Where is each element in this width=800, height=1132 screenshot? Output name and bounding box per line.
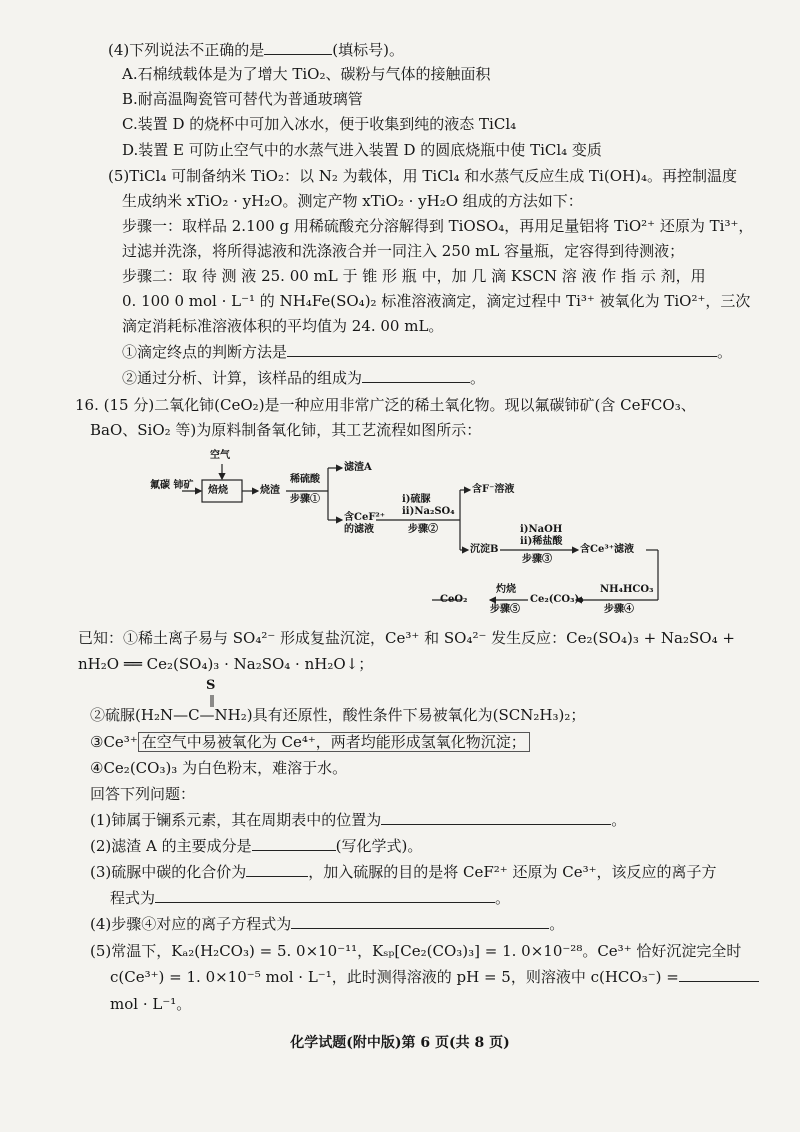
thiourea-structure: H₂N—C—NH₂ [140, 706, 247, 724]
q4-option-a: A.石棉绒载体是为了增大 TiO₂、碳粉与气体的接触面积 [122, 65, 491, 83]
answer-3-equation: 程式为 。 [110, 889, 511, 907]
known-2: ②硫脲(H₂N—C—NH₂)具有还原性，酸性条件下易被氧化为(SCN₂H₃)₂； [90, 706, 586, 724]
q5-step2a: 步骤二：取 待 测 液 25. 00 mL 于 锥 形 瓶 中，加 几 滴 KSCN 溶 液 作 指 示 剂，用 [122, 267, 706, 285]
known-1a: 已知：①稀土离子易与 SO₄²⁻ 形成复盐沉淀，Ce³⁺ 和 SO₄²⁻ 发生反应：Ce₂(SO₄)₃ + Na₂SO₄ + [78, 629, 735, 647]
flow-reagents2: i)硫脲 ii)Na₂SO₄ [402, 494, 455, 517]
q4-answer-blank[interactable] [264, 40, 332, 55]
answer-3-valence-blank[interactable] [246, 862, 308, 877]
known-3: ③Ce³⁺ 在空气中易被氧化为 Ce⁴⁺，两者均能形成氢氧化物沉淀； [90, 732, 530, 752]
flow-step2: 步骤② [408, 524, 438, 535]
answer-3-equation-blank[interactable] [155, 888, 495, 903]
flow-air: 空气 [210, 450, 230, 461]
q5-step2c: 滴定消耗标准溶液体积的平均值为 24. 00 mL。 [122, 317, 444, 335]
answer-3: (3)硫脲中碳的化合价为 ，加入硫脲的目的是将 CeF²⁺ 还原为 Ce³⁺，该反应的离子方 [90, 863, 717, 881]
answer-5b: c(Ce³⁺) = 1. 0×10⁻⁵ mol · L⁻¹，此时测得溶液的 pH = 5，则溶液中 c(HCO₃⁻) = [110, 967, 759, 987]
flow-roasted: 烧渣 [260, 485, 280, 496]
flow-filtrate1: 含CeF²⁺ 的滤液 [344, 512, 386, 535]
q5-step1b: 过滤并洗涤，将所得滤液和洗涤液合并一同注入 250 mL 容量瓶，定容得到待测液； [122, 242, 685, 260]
q5-sub1: ①滴定终点的判断方法是 。 [122, 343, 733, 361]
q5-step2b: 0. 100 0 mol · L⁻¹ 的 NH₄Fe(SO₄)₂ 标准溶液滴定，滴定过程中 Ti³⁺ 被氧化为 TiO²⁺，三次 [122, 292, 751, 310]
answer-1: (1)铈属于镧系元素，其在周期表中的位置为 。 [90, 811, 627, 829]
answer-2: (2)滤渣 A 的主要成分是 (写化学式)。 [90, 837, 423, 855]
answers-intro: 回答下列问题： [90, 785, 196, 803]
flow-calcine: 灼烧 [496, 584, 516, 595]
flow-reagents3: i)NaOH ii)稀盐酸 [520, 524, 563, 547]
flow-ce-filtrate: 含Ce³⁺滤液 [580, 544, 634, 555]
q5-line1: (5)TiCl₄ 可制备纳米 TiO₂：以 N₂ 为载体，用 TiCl₄ 和水蒸气反应生成 Ti(OH)₄。再控制温度 [108, 167, 737, 185]
q16-line2: BaO、SiO₂ 等)为原料制备氧化铈，其工艺流程如图所示： [90, 421, 482, 439]
q4-option-d: D.装置 E 可防止空气中的水蒸气进入装置 D 的圆底烧瓶中使 TiCl₄ 变质 [122, 141, 602, 159]
q5-sub2-blank[interactable] [362, 368, 470, 383]
q5-sub1-blank[interactable] [287, 342, 717, 357]
q16-line1: 16. (15 分)二氧化铈(CeO₂)是一种应用非常广泛的稀土氧化物。现以氟碳铈矿(含 CeFCO₃、 [75, 396, 696, 414]
answer-5a: (5)常温下，Kₐ₂(H₂CO₃) = 5. 0×10⁻¹¹，Kₛₚ[Ce₂(CO₃)₃] = 1. 0×10⁻²⁸。Ce³⁺ 恰好沉淀完全时 [90, 942, 742, 960]
flow-ceo2: CeO₂ [440, 594, 468, 605]
q4-option-b: B.耐高温陶瓷管可替代为普通玻璃管 [122, 90, 363, 108]
process-flowchart [150, 450, 710, 620]
flow-step1: 步骤① [290, 494, 320, 505]
thiourea-s-atom: S [206, 678, 216, 693]
flow-roast: 焙烧 [208, 485, 228, 496]
known-4: ④Ce₂(CO₃)₃ 为白色粉末，难溶于水。 [90, 759, 348, 777]
q4-stem: (4)下列说法不正确的是 (填标号)。 [108, 41, 404, 59]
flow-ore: 氟碳 铈矿 [150, 480, 194, 491]
flow-f-filtrate: 含F⁻溶液 [472, 484, 515, 495]
flow-step3: 步骤③ [522, 554, 552, 565]
flow-residueA: 滤渣A [344, 462, 372, 473]
flow-nh4hco3: NH₄HCO₃ [600, 584, 654, 595]
answer-4: (4)步骤④对应的离子方程式为 。 [90, 915, 565, 933]
known-1b: nH₂O ══ Ce₂(SO₄)₃ · Na₂SO₄ · nH₂O↓； [78, 655, 374, 673]
answer-4-blank[interactable] [291, 914, 549, 929]
flow-step4: 步骤④ [604, 604, 634, 615]
answer-5c: mol · L⁻¹。 [110, 995, 192, 1013]
q5-sub2: ②通过分析、计算，该样品的组成为 。 [122, 369, 486, 387]
q5-line2: 生成纳米 xTiO₂ · yH₂O。测定产物 xTiO₂ · yH₂O 组成的方法如下： [122, 192, 583, 210]
flow-step5: 步骤⑤ [490, 604, 520, 615]
answer-1-blank[interactable] [381, 810, 611, 825]
flow-precipB: 沉淀B [470, 544, 499, 555]
page-footer: 化学试题(附中版)第 6 页(共 8 页) [290, 1035, 510, 1051]
answer-5-blank[interactable] [679, 967, 759, 982]
thiourea-double-bond [210, 695, 214, 707]
q5-step1a: 步骤一：取样品 2.100 g 用稀硫酸充分溶解得到 TiOSO₄，再用足量铝将 TiO²⁺ 还原为 Ti³⁺， [122, 217, 754, 235]
q4-option-c: C.装置 D 的烧杯中可加入冰水，便于收集到纯的液态 TiCl₄ [122, 115, 517, 133]
flow-acid: 稀硫酸 [290, 474, 320, 485]
flow-carbonate: Ce₂(CO₃)₃ [530, 594, 584, 605]
answer-2-blank[interactable] [252, 836, 336, 851]
